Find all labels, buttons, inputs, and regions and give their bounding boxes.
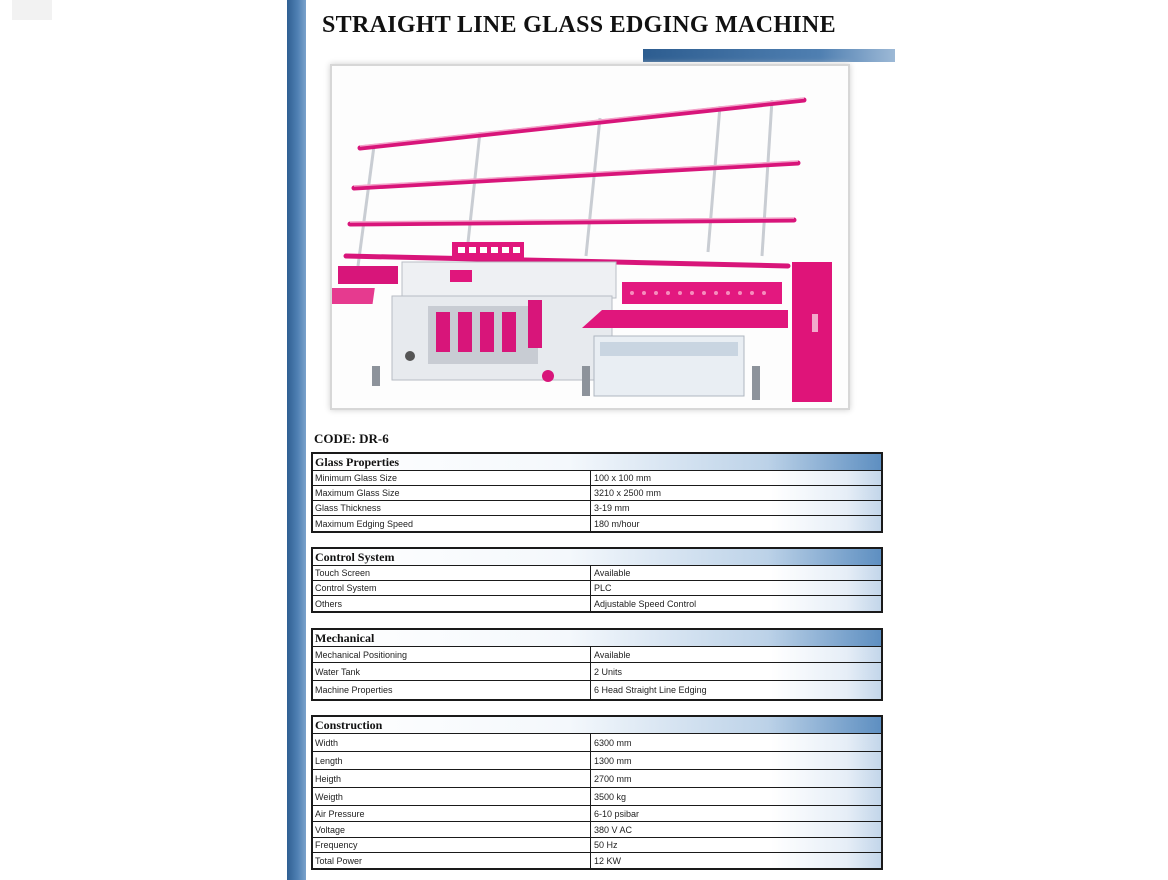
- spec-key: Total Power: [313, 853, 591, 868]
- spec-value: 2700 mm: [591, 770, 881, 787]
- spec-key: Control System: [313, 581, 591, 595]
- spec-value: 3500 kg: [591, 788, 881, 805]
- spec-heading: Mechanical: [313, 630, 881, 647]
- spec-key: Machine Properties: [313, 681, 591, 699]
- table-row: [313, 806, 881, 822]
- product-code: CODE: DR-6: [314, 431, 389, 446]
- spec-key: Air Pressure: [313, 806, 591, 821]
- spec-value: 2 Units: [591, 663, 881, 680]
- table-row: [313, 734, 881, 752]
- spec-table-mechanical: [311, 628, 883, 701]
- spec-key: Glass Thickness: [313, 501, 591, 515]
- spec-key: Minimum Glass Size: [313, 471, 591, 485]
- spec-heading: Control System: [313, 549, 881, 566]
- table-row: [313, 838, 881, 853]
- spec-value: 6-10 psibar: [591, 806, 881, 821]
- table-row: [313, 516, 881, 531]
- spec-key: Water Tank: [313, 663, 591, 680]
- table-row: [313, 501, 881, 516]
- spec-value: 380 V AC: [591, 822, 881, 837]
- spec-value: PLC: [591, 581, 881, 595]
- spec-key: Maximum Glass Size: [313, 486, 591, 500]
- spec-value: 180 m/hour: [591, 516, 881, 531]
- spec-value: Available: [591, 647, 881, 662]
- spec-value: 1300 mm: [591, 752, 881, 769]
- spec-key: Voltage: [313, 822, 591, 837]
- spec-table-control-system: [311, 547, 883, 613]
- spec-value: 6 Head Straight Line Edging: [591, 681, 881, 699]
- table-row: [313, 596, 881, 611]
- spec-key: Length: [313, 752, 591, 769]
- spec-value: 12 KW: [591, 853, 881, 868]
- spec-key: Width: [313, 734, 591, 751]
- table-row: [313, 770, 881, 788]
- spec-table-construction: [311, 715, 883, 870]
- spec-key: Touch Screen: [313, 566, 591, 580]
- table-row: [313, 647, 881, 663]
- spec-value: Adjustable Speed Control: [591, 596, 881, 611]
- spec-table-glass-properties: [311, 452, 883, 533]
- table-row: [313, 853, 881, 868]
- table-row: [313, 663, 881, 681]
- spec-value: 100 x 100 mm: [591, 471, 881, 485]
- left-accent-bar: [287, 0, 306, 880]
- table-row: [313, 581, 881, 596]
- spec-heading: Construction: [313, 717, 881, 734]
- spec-key: Others: [313, 596, 591, 611]
- table-row: [313, 788, 881, 806]
- spec-value: 3-19 mm: [591, 501, 881, 515]
- spec-value: 3210 x 2500 mm: [591, 486, 881, 500]
- corner-artifact: [12, 0, 52, 20]
- glass-edging-machine-illustration: [332, 66, 848, 408]
- spec-heading: Glass Properties: [313, 454, 881, 471]
- table-row: [313, 752, 881, 770]
- spec-value: 6300 mm: [591, 734, 881, 751]
- spec-key: Frequency: [313, 838, 591, 852]
- title-underline-bar: [643, 49, 895, 62]
- spec-value: Available: [591, 566, 881, 580]
- table-row: [313, 486, 881, 501]
- spec-key: Heigth: [313, 770, 591, 787]
- table-row: [313, 822, 881, 838]
- spec-value: 50 Hz: [591, 838, 881, 852]
- spec-key: Weigth: [313, 788, 591, 805]
- page-title: STRAIGHT LINE GLASS EDGING MACHINE: [322, 12, 836, 38]
- table-row: [313, 681, 881, 699]
- spec-key: Maximum Edging Speed: [313, 516, 591, 531]
- table-row: [313, 566, 881, 581]
- machine-photo: [330, 64, 850, 410]
- spec-key: Mechanical Positioning: [313, 647, 591, 662]
- table-row: [313, 471, 881, 486]
